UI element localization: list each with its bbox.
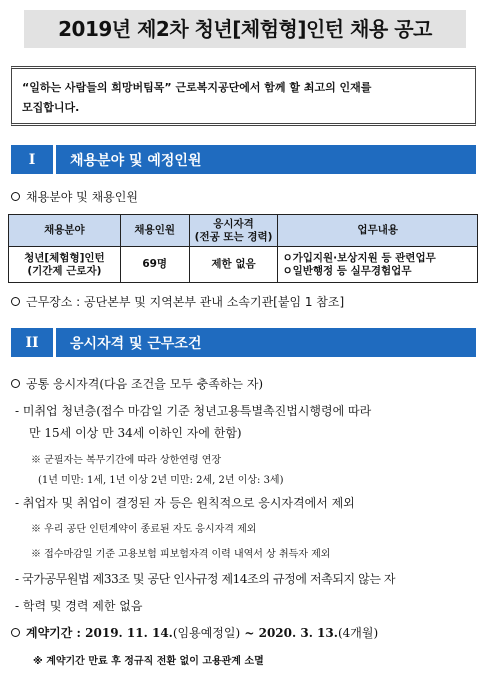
intro-line-2: 모집합니다. — [22, 101, 80, 114]
circle-bullet-icon — [11, 297, 20, 306]
circle-bullet-icon — [11, 628, 20, 637]
common-qual-heading — [11, 375, 263, 392]
circle-bullet-icon — [11, 192, 20, 201]
header-qualification: 응시자격 — [213, 217, 254, 230]
circle-bullet-icon — [11, 379, 20, 388]
contract-start-note: (임용예정일) — [172, 626, 241, 640]
section-bar-1 — [11, 145, 476, 174]
table-header-cell: 채용인원 — [120, 215, 189, 247]
workplace-line — [11, 293, 344, 310]
note2b-line: ※ 접수마감일 기준 고용보험 피보험자격 이력 내역서 상 취득자 제외 — [31, 549, 331, 560]
item3-line: - 국가공무원법 제33조 및 공단 인사규정 제14조의 규정에 저촉되지 않는 자 — [15, 572, 396, 586]
section-title-1: 채용분야 및 예정인원 — [70, 152, 202, 169]
table-cell-qualification: 제한 없음 — [189, 247, 278, 283]
section-number-2: II — [25, 334, 39, 351]
section1-heading — [11, 188, 138, 205]
section-bar-2 — [11, 328, 476, 357]
duty-line-2: ㅇ일반행정 등 실무경험업무 — [282, 264, 412, 277]
common-qual-text: 공통 응시자격(다음 조건을 모두 충족하는 자) — [26, 377, 264, 391]
note1-line-1: ※ 군필자는 복무기간에 따라 상한연령 연장 — [31, 455, 222, 466]
contract-label: 계약기간 : — [26, 626, 86, 640]
section1-heading-text: 채용분야 및 채용인원 — [26, 190, 138, 204]
table-header-cell — [189, 215, 278, 247]
note2a-line: ※ 우리 공단 인턴계약이 종료된 자도 응시자격 제외 — [31, 524, 257, 535]
table-header-row — [9, 215, 478, 247]
item4-line: - 학력 및 경력 제한 없음 — [15, 599, 143, 613]
table-row — [9, 247, 478, 283]
recruitment-table — [8, 214, 478, 283]
contract-start: 2019. 11. 14. — [85, 626, 173, 640]
table-cell-duty — [278, 247, 478, 283]
duty-line-1: ㅇ가입지원·보상지원 등 관련업무 — [282, 251, 436, 264]
intro-box — [11, 66, 476, 126]
workplace-text: 근무장소 : 공단본부 및 지역본부 관내 소속기관[붙임 1 참조] — [26, 295, 345, 309]
field-line-2: (기간제 근로자) — [27, 264, 102, 277]
table-header-cell: 업무내용 — [278, 215, 478, 247]
field-line-1: 청년[체험형]인턴 — [24, 251, 105, 264]
header-qualification-sub: (전공 또는 경력) — [194, 230, 273, 243]
section-number-1: I — [28, 151, 36, 168]
item2-line: - 취업자 및 취업이 결정된 자 등은 원칙적으로 응시자격에서 제외 — [15, 496, 355, 510]
contract-end: 2020. 3. 13. — [258, 626, 338, 640]
table-cell-count: 69명 — [120, 247, 189, 283]
item1-line-1: - 미취업 청년층(접수 마감일 기준 청년고용특별촉진법시행령에 따라 — [15, 404, 372, 418]
table-cell-field — [9, 247, 121, 283]
contract-note: ※ 계약기간 만료 후 정규직 전환 없이 고용관계 소멸 — [33, 656, 264, 667]
contract-end-note: (4개월) — [337, 626, 379, 640]
item1-line-2: 만 15세 이상 만 34세 이하인 자에 한함) — [29, 426, 242, 440]
contract-sep: ~ — [240, 626, 259, 640]
page-title: 2019년 제2차 청년[체험형]인턴 채용 공고 — [24, 10, 466, 48]
note1-line-2: (1년 미만: 1세, 1년 이상 2년 미만: 2세, 2년 이상: 3세) — [38, 475, 284, 486]
section-title-2: 응시자격 및 근무조건 — [70, 335, 202, 352]
intro-line-1: “일하는 사람들의 희망버팀목” 근로복지공단에서 함께 할 최고의 인재를 — [22, 81, 372, 94]
contract-line — [11, 624, 378, 641]
table-header-cell: 채용분야 — [9, 215, 121, 247]
